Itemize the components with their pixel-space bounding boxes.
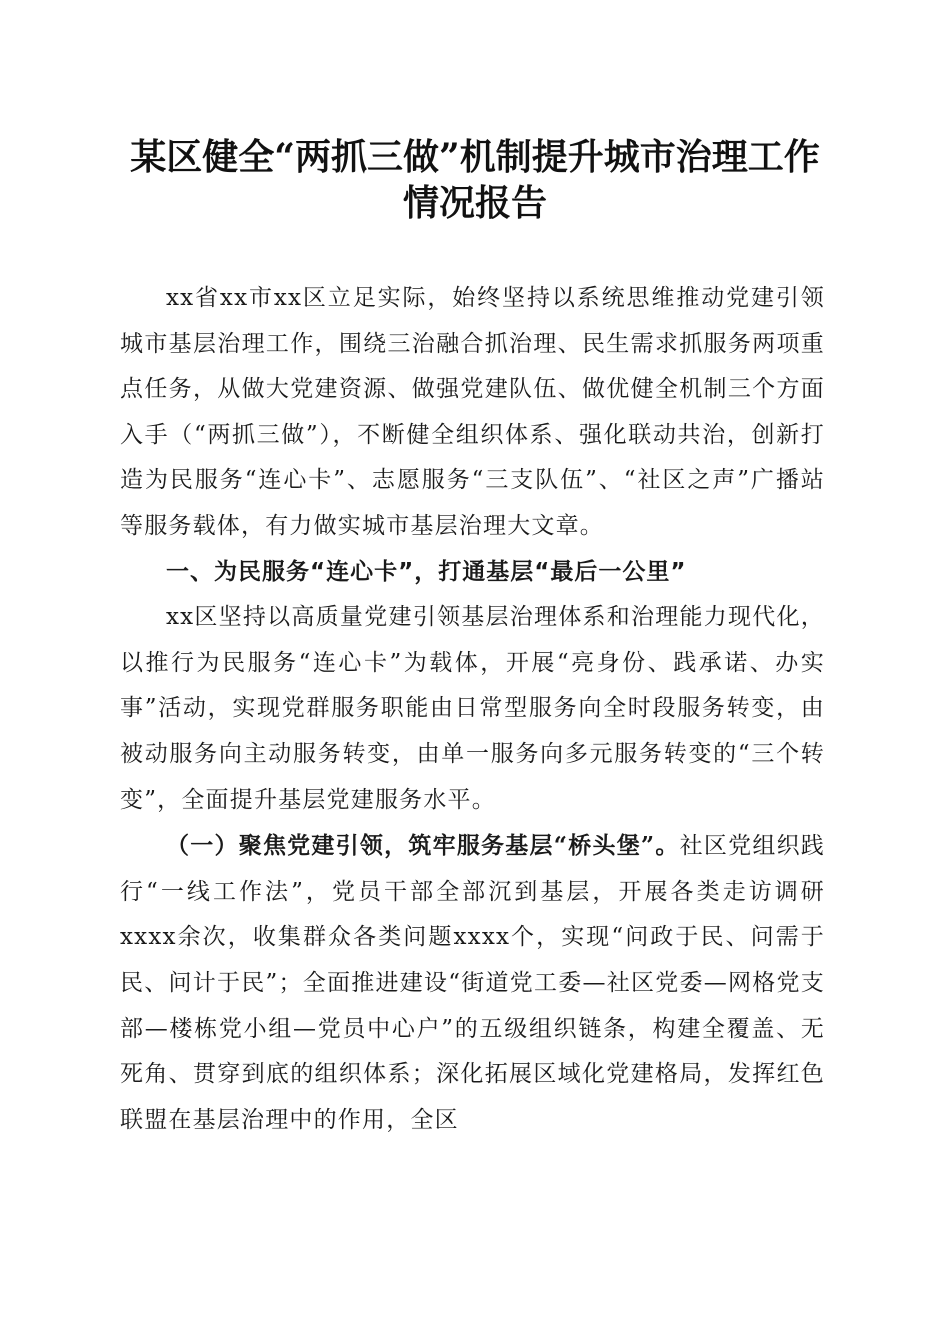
title-line-1: 某区健全“两抓三做”机制提升城市治理工作 <box>130 136 820 178</box>
title-line-2: 情况报告 <box>402 182 547 224</box>
subsection-1-text: 社区党组织践行“一线工作法”，党员干部全部沉到基层，开展各类走访调研xxxx余次，收集群众各类问题xxxx个，实现“问政于民、问需于民、问计于民”；全面推进建设“街道党工委—社区党委—网格党支部—楼栋党小组—党员中心户”的五级组织链条，构建全覆盖、无死角、贯穿到底的组织体系；深化拓展区域化党建格局，发挥红色联盟在基层治理中的作用，全区 <box>120 833 825 1133</box>
page-title <box>100 134 850 226</box>
subsection-1-lead: （一）聚焦党建引领，筑牢服务基层“桥头堡”。 <box>166 832 680 860</box>
intro-paragraph: xx省xx市xx区立足实际，始终坚持以系统思维推动党建引领城市基层治理工作，围绕三治融合抓治理、民生需求抓服务两项重点任务，从做大党建资源、做强党建队伍、做优健全机制三个方面入手（“两抓三做”），不断健全组织体系、强化联动共治，创新打造为民服务“连心卡”、志愿服务“三支队伍”、“社区之声”广播站等服务载体，有力做实城市基层治理大文章。 <box>120 285 825 539</box>
subsection-1-paragraph <box>120 823 825 1143</box>
section-1-heading: 一、为民服务“连心卡”，打通基层“最后一公里” <box>166 558 687 585</box>
document-body <box>120 276 825 1143</box>
section-1-paragraph: xx区坚持以高质量党建引领基层治理体系和治理能力现代化，以推行为民服务“连心卡”为载体，开展“亮身份、践承诺、办实事”活动，实现党群服务职能由日常型服务向全时段服务转变，由被动服务向主动服务转变，由单一服务向多元服务转变的“三个转变”，全面提升基层党建服务水平。 <box>120 604 825 813</box>
